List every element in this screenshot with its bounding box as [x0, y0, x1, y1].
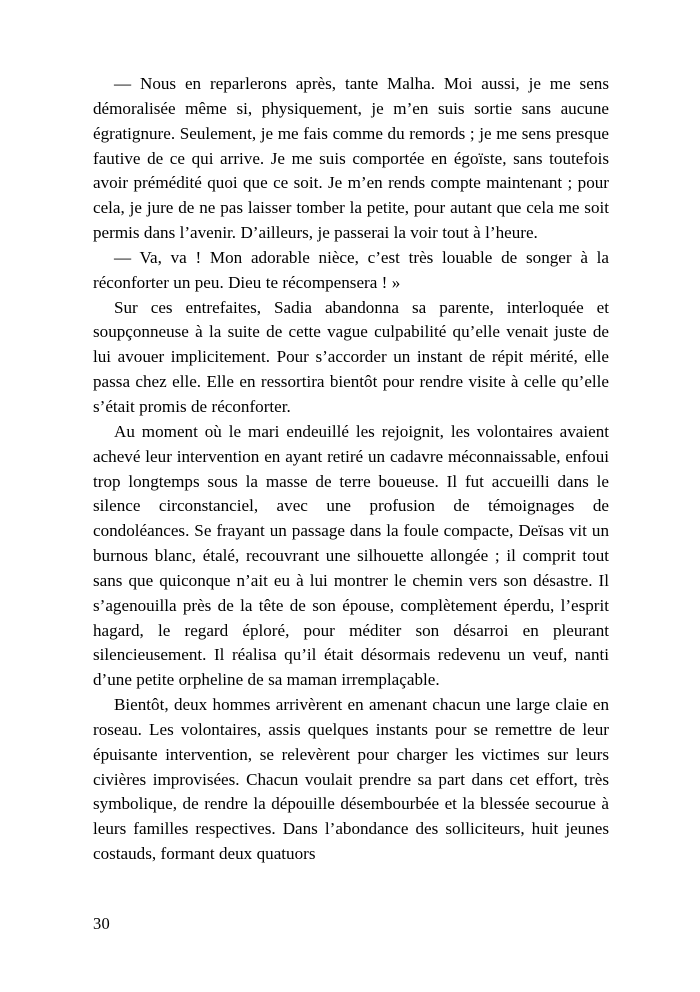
paragraph-2: — Va, va ! Mon adorable nièce, c’est très louable de songer à la réconforter un peu. Dieu te récompensera ! » [93, 247, 609, 292]
paragraph-4: Au moment où le mari endeuillé les rejoignit, les volontaires avaient achevé leur intervention en ayant retiré un cadavre méconnaissable, enfoui trop longtemps sous la masse de terre boueuse. Il fut accueilli dans le silence circonstanciel, avec une profusion de témoignages de condoléances. Se frayant un passage dans la foule compacte, Deïsas vit un burnous blanc, étalé, recouvrant une silhouette allongée ; il comprit tout sans que quiconque n’ait eu à lui montrer le chemin vers son désastre. Il s’agenouilla près de la tête de son épouse, complètement éperdu, l’esprit hagard, le regard éploré, pour méditer son désarroi en pleurant silencieusement. Il réalisa qu’il était désormais redevenu un veuf, nanti d’une petite orpheline de sa maman irremplaçable. [93, 421, 609, 690]
paragraph-3: Sur ces entrefaites, Sadia abandonna sa parente, interloquée et soupçonneuse à la suite de cette vague culpabilité qu’elle venait juste de lui avouer implicitement. Pour s’accorder un instant de répit mérité, elle passa chez elle. Elle en ressortira bientôt pour rendre visite à celle qu’elle s’était promis de réconforter. [93, 297, 609, 416]
paragraph-1: — Nous en reparlerons après, tante Malha. Moi aussi, je me sens démoralisée même si, physiquement, je m’en suis sortie sans aucune égratignure. Seulement, je me fais comme du remords ; je me sens presque fautive de ce qui arrive. Je me suis comportée en égoïste, sans toutefois avoir prémédité quoi que ce soit. Je m’en rends compte maintenant ; pour cela, je jure de ne pas laisser tomber la petite, pour autant que cela me soit permis dans l’avenir. D’ailleurs, je passerai la voir tout à l’heure. [93, 74, 609, 243]
paragraph-5: Bientôt, deux hommes arrivèrent en amenant chacun une large claie en roseau. Les volontaires, assis quelques instants pour se remettre de leur épuisante intervention, se relevèrent pour charger les victimes sur leurs civières improvisées. Chacun voulait prendre sa part dans cet effort, très symbolique, de rendre la dépouille désembourbée et la blessée secourue à leurs familles respectives. Dans l’abondance des solliciteurs, huit jeunes costauds, formant deux quatuors [93, 695, 609, 864]
page-text-block [93, 72, 609, 867]
page-number: 30 [93, 914, 110, 933]
